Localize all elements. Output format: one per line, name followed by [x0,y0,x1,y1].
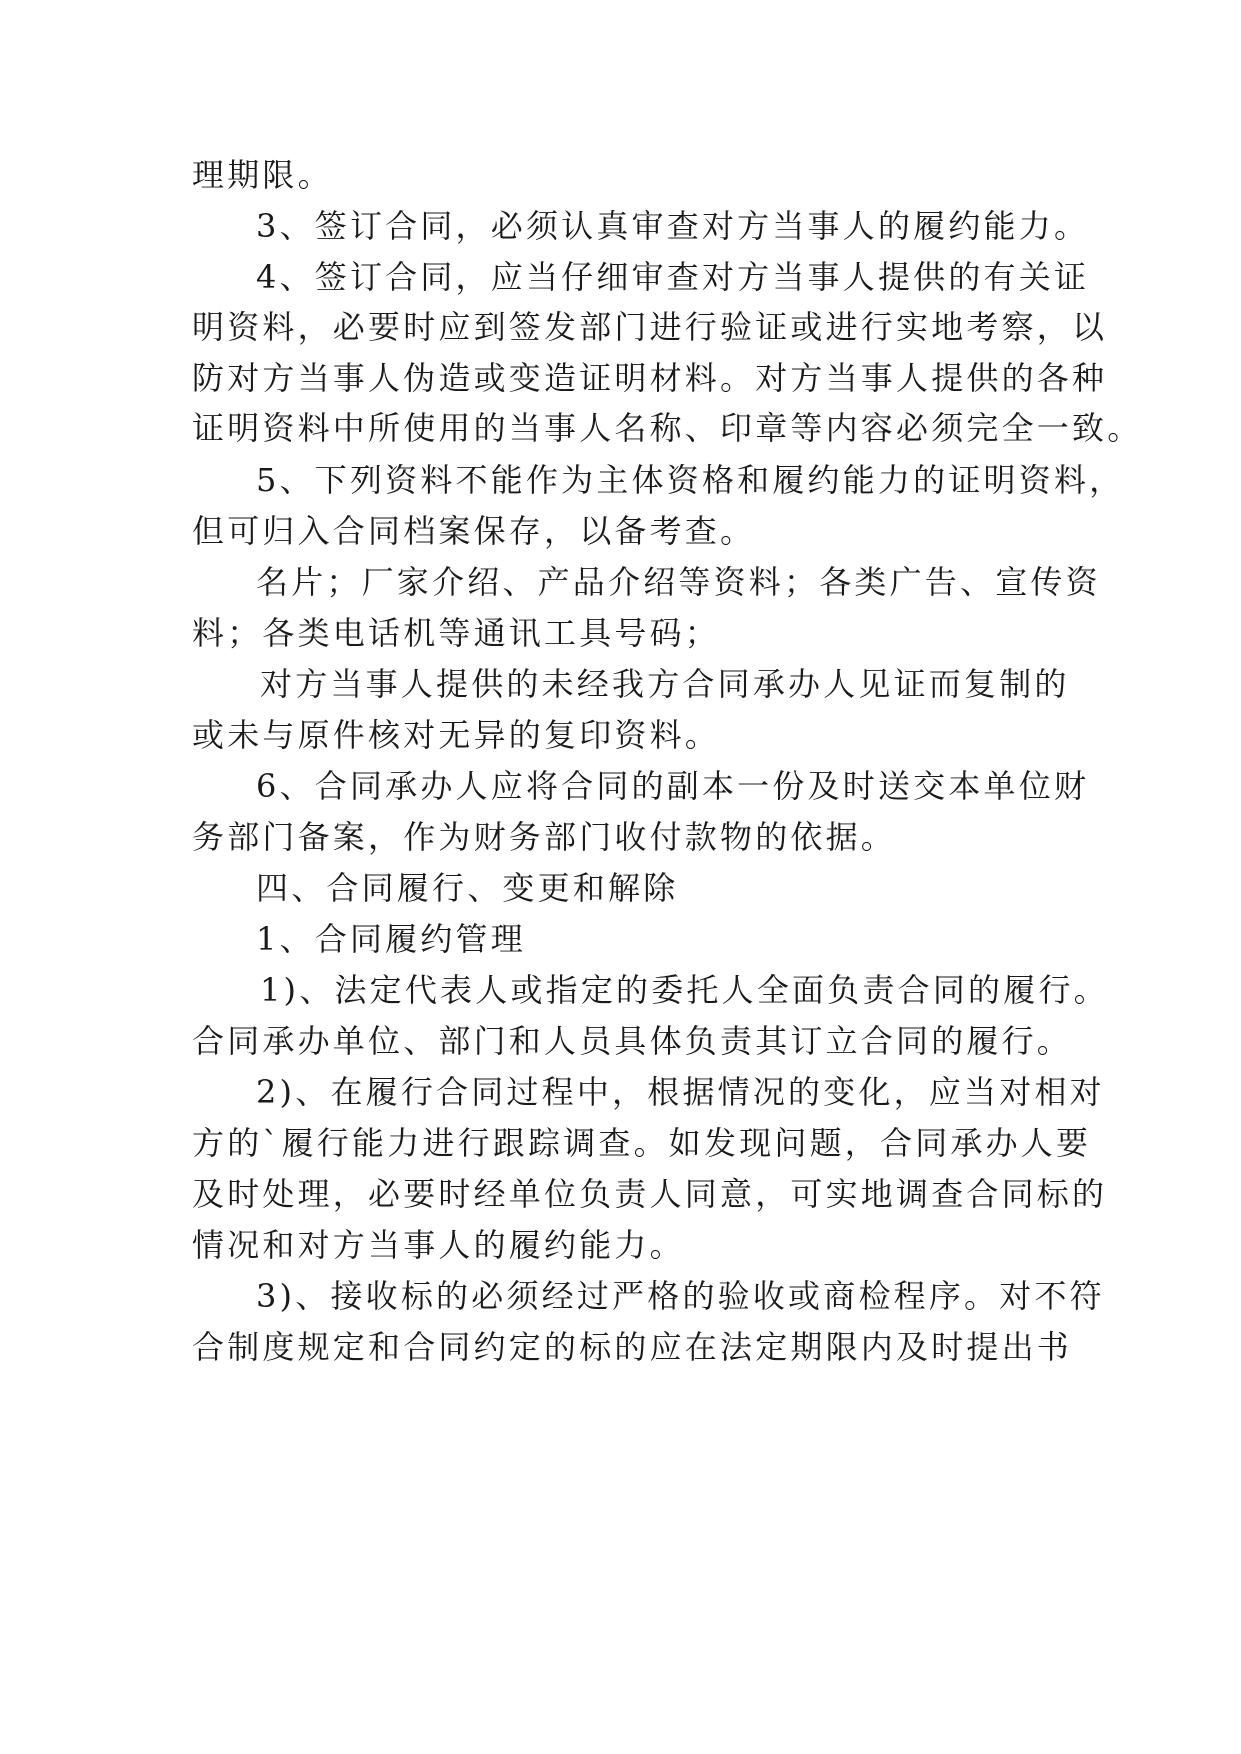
text-line: 方的`履行能力进行跟踪调查。如发现问题，合同承办人要 [192,1124,1092,1162]
text-line: 对方当事人提供的未经我方合同承办人见证而复制的 [260,665,1070,703]
text-line: 名片；厂家介绍、产品介绍等资料；各类广告、宣传资 [256,563,1101,601]
text-line: 情况和对方当事人的履约能力。 [192,1226,685,1264]
text-line: 5、下列资料不能作为主体资格和履约能力的证明资料， [256,461,1125,499]
section-heading: 四、合同履行、变更和解除 [256,869,679,907]
text-line: 或未与原件核对无异的复印资料。 [192,716,721,754]
text-line: 合同承办单位、部门和人员具体负责其订立合同的履行。 [192,1022,1073,1060]
text-line: 6、合同承办人应将合同的副本一份及时送交本单位财 [256,767,1090,805]
text-line: 防对方当事人伪造或变造证明材料。对方当事人提供的各种 [192,359,1108,397]
text-line: 务部门备案，作为财务部门收付款物的依据。 [192,818,897,856]
text-line: 3)、接收标的必须经过严格的验收或商检程序。对不符 [256,1277,1105,1315]
text-line: 但可归入合同档案保存，以备考查。 [192,512,756,550]
text-line: 明资料，必要时应到签发部门进行验证或进行实地考察，以 [192,308,1108,346]
text-line: 理期限。 [192,156,333,194]
text-line: 3、签订合同，必须认真审查对方当事人的履约能力。 [256,207,1090,245]
text-line: 及时处理，必要时经单位负责人同意，可实地调查合同标的 [192,1175,1108,1213]
text-line: 合制度规定和合同约定的标的应在法定期限内及时提出书 [192,1328,1073,1366]
text-line: 料；各类电话机等通讯工具号码； [192,614,721,652]
text-line: 4、签订合同，应当仔细审查对方当事人提供的有关证 [256,258,1090,296]
text-line: 2)、在履行合同过程中，根据情况的变化，应当对相对 [256,1073,1105,1111]
subsection-heading: 1、合同履约管理 [256,920,526,958]
text-line: 证明资料中所使用的当事人名称、印章等内容必须完全一致。 [192,409,1143,447]
text-line: 1)、法定代表人或指定的委托人全面负责合同的履行。 [260,971,1109,1009]
